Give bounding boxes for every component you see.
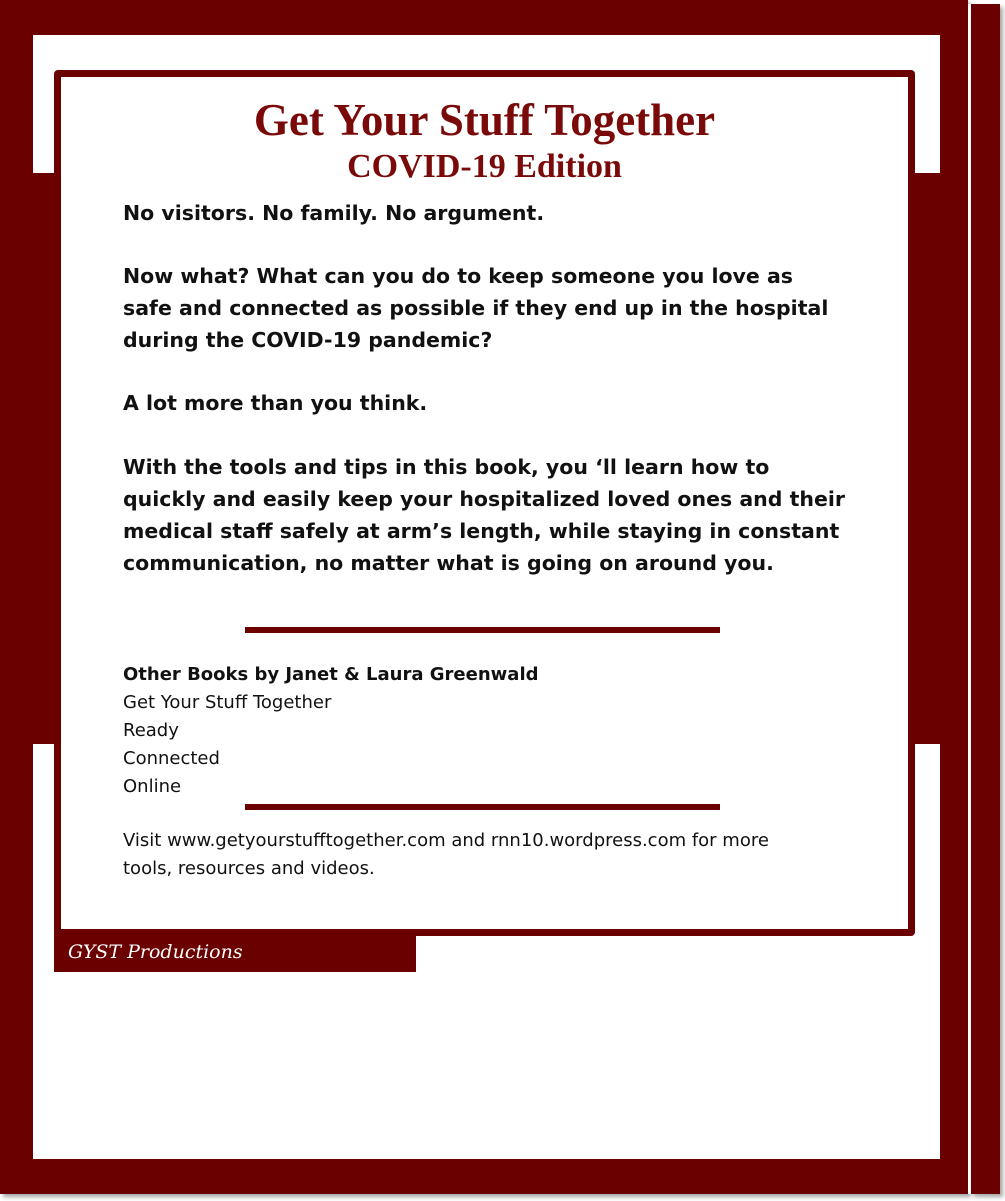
book-title: Get Your Stuff Together (253, 95, 716, 145)
blurb-paragraph-2: Now what? What can you do to keep someone you love as safe and connected as possible if they end up in the hospital during the COVID-19 pandemic? (123, 264, 829, 352)
other-books-section (123, 661, 823, 801)
right-accent-band (914, 173, 940, 744)
blurb-paragraph-3: A lot more than you think. (123, 391, 428, 415)
other-book-title: Connected (123, 748, 220, 769)
publisher-banner (54, 932, 416, 972)
divider-top (245, 627, 720, 633)
book-subtitle: COVID-19 Edition (347, 148, 622, 185)
visit-text: Visit www.getyourstufftogether.com and rnn10.wordpress.com for more tools, resources and videos. (123, 830, 769, 879)
blurb-paragraph-4: With the tools and tips in this book, you ‘ll learn how to quickly and easily keep your hospitalized loved ones and their medical staff safely at arm’s length, while staying in constant communication, no matter what is going on around you. (123, 455, 846, 575)
divider-bottom (245, 804, 720, 810)
other-book-title: Online (123, 776, 182, 797)
other-book-title: Ready (123, 720, 179, 741)
content-frame (54, 70, 915, 936)
publisher-logo: GYST Productions (68, 941, 243, 963)
other-book-title: Get Your Stuff Together (123, 692, 332, 713)
blurb-paragraph-1: No visitors. No family. No argument. (123, 201, 545, 225)
other-books-heading: Other Books by Janet & Laura Greenwald (123, 664, 539, 685)
book-spine (971, 4, 1000, 1194)
